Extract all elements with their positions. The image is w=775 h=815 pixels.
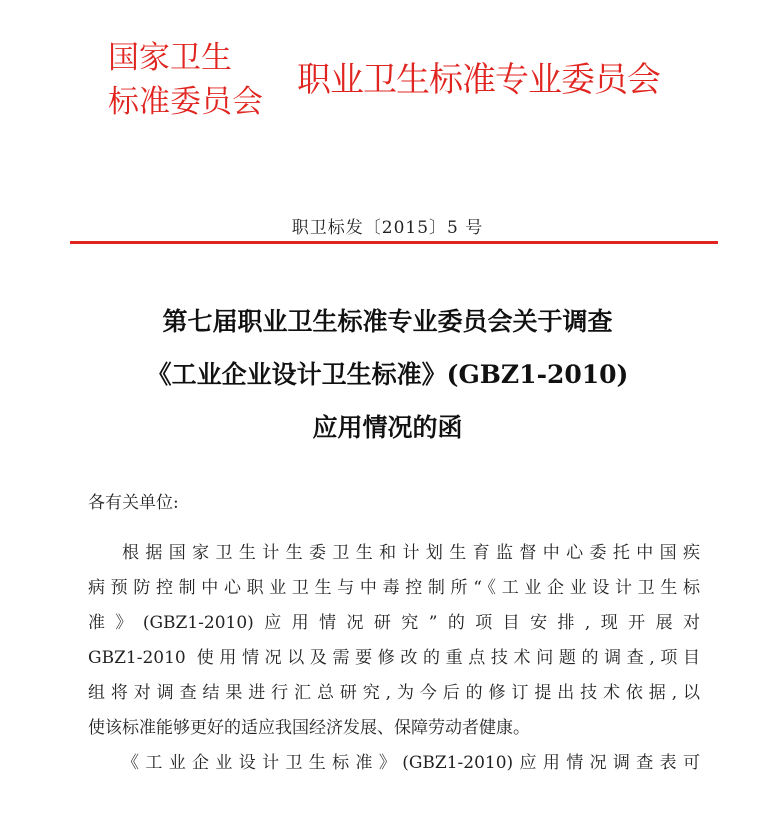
body-line-3: 准》(GBZ1-2010)应用情况研究”的项目安排,现开展对	[88, 613, 700, 633]
letterhead-divider	[70, 241, 718, 244]
body-paragraphs	[88, 536, 700, 781]
org-name-line-1: 国家卫生	[108, 40, 232, 76]
body-line-7: 《工业企业设计卫生标准》(GBZ1-2010)应用情况调查表可	[122, 753, 700, 773]
committee-name: 职业卫生标准专业委员会	[297, 60, 660, 100]
body-line-4: GBZ1-2010 使用情况以及需要修改的重点技术问题的调查,项目	[88, 648, 700, 668]
body-line-5: 组将对调查结果进行汇总研究,为今后的修订提出技术依据,以	[88, 683, 700, 703]
document-number: 职卫标发〔2015〕5 号	[291, 218, 484, 238]
body-line-2: 病预防控制中心职业卫生与中毒控制所“《工业企业设计卫生标	[88, 578, 700, 598]
document-title	[0, 295, 775, 454]
body-line-6: 使该标准能够更好的适应我国经济发展、保障劳动者健康。	[88, 718, 530, 738]
org-name-line-2: 标准委员会	[108, 84, 263, 120]
issuing-organization	[108, 36, 298, 124]
title-line-2: 《工业企业设计卫生标准》(GBZ1-2010)	[146, 360, 629, 389]
salutation: 各有关单位:	[88, 493, 179, 513]
body-line-1: 根据国家卫生计生委卫生和计划生育监督中心委托中国疾	[122, 543, 700, 563]
title-line-3: 应用情况的函	[312, 413, 463, 442]
title-line-1: 第七届职业卫生标准专业委员会关于调查	[162, 307, 613, 336]
